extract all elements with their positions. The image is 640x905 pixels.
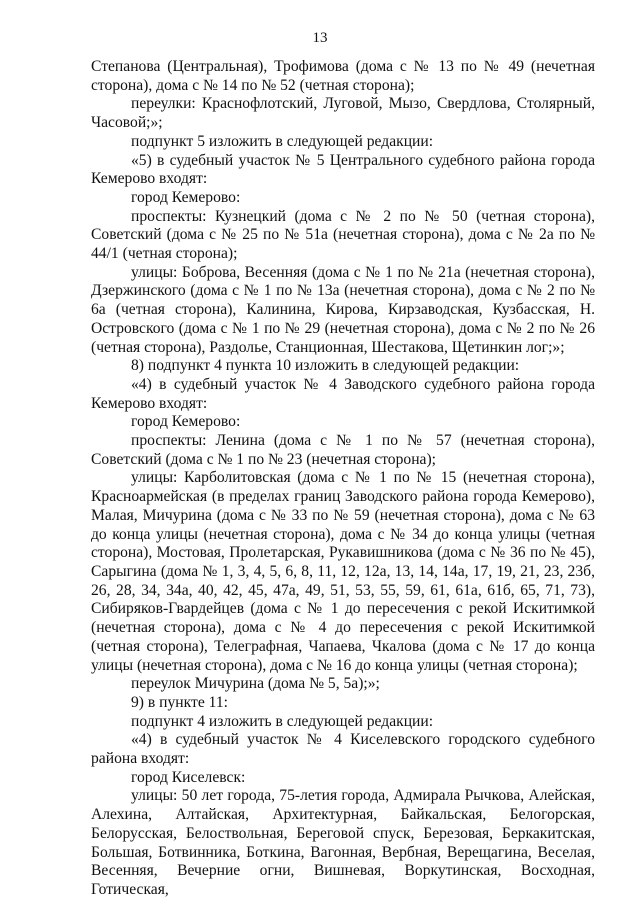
paragraph-7: улицы: Боброва, Весенняя (дома с № 1 по № 21а (нечетная сторона), Дзержинского (дома с № 1 по № 13а (нечетная сторона), дома с № 2 по № 6а (четная сторона), Калинина, Кирова, Кирзаводская, Кузбасская, Н. Островского (дома с № 1 по № 29 (нечетная сторона), дома с № 2 по № 26 (четная сторона), Раздолье, Станционная, Шестакова, Щетинкин лог;»; xyxy=(91,263,595,356)
paragraph-16: «4) в судебный участок № 4 Киселевского городского судебного района входят: xyxy=(91,731,595,768)
paragraph-14: 9) в пункте 11: xyxy=(131,693,228,711)
paragraph-2: переулки: Краснофлотский, Луговой, Мызо, Свердлова, Столярный, Часовой;»; xyxy=(91,95,595,132)
document-body xyxy=(91,58,595,900)
paragraph-1: Степанова (Центральная), Трофимова (дома с № 13 по № 49 (нечетная сторона), дома с № 14 по № 52 (четная сторона); xyxy=(91,58,595,94)
paragraph-11: проспекты: Ленина (дома с № 1 по № 57 (нечетная сторона), Советский (дома с № 1 по № 23 (нечетная сторона); xyxy=(91,432,595,468)
paragraph-8: 8) подпункт 4 пункта 10 изложить в следующей редакции: xyxy=(131,357,520,375)
paragraph-9: «4) в судебный участок № 4 Заводского судебного района города Кемерово входят: xyxy=(91,375,595,412)
paragraph-5: город Кемерово: xyxy=(131,188,241,206)
paragraph-10: город Кемерово: xyxy=(131,413,241,431)
page-number: 13 xyxy=(312,30,328,46)
paragraph-18: улицы: 50 лет города, 75-летия города, Адмирала Рычкова, Алейская, Алехина, Алтайская, Архитектурная, Байкальская, Белогорская, Белорусская, Белоствольная, Береговой спуск, Березовая, Беркакитская, Большая, Ботвинника, Боткина, Вагонная, Вербная, Верещагина, Веселая, Весенняя, Вечерние огни, Вишневая, Воркутинская, Восходная, Готическая, xyxy=(91,787,595,898)
paragraph-3: подпункт 5 изложить в следующей редакции: xyxy=(131,132,434,150)
paragraph-6: проспекты: Кузнецкий (дома с № 2 по № 50 (четная сторона), Советский (дома с № 25 по № 51а (нечетная сторона), дома с № 2а по № 44/1 (четная сторона); xyxy=(91,207,595,263)
paragraph-15: подпункт 4 изложить в следующей редакции: xyxy=(131,712,434,730)
paragraph-13: переулок Мичурина (дома № 5, 5а);»; xyxy=(131,675,380,693)
paragraph-4: «5) в судебный участок № 5 Центрального судебного района города Кемерово входят: xyxy=(91,151,595,188)
paragraph-17: город Киселевск: xyxy=(131,768,246,786)
paragraph-12: улицы: Карболитовская (дома с № 1 по № 15 (нечетная сторона), Красноармейская (в пределах границ Заводского района города Кемерово), Малая, Мичурина (дома с № 33 по № 59 (нечетная сторона), дома с № 63 до конца улицы (нечетная сторона), дома с № 34 до конца улицы (четная сторона), Мостовая, Пролетарская, Рукавишникова (дома с № 36 по № 45), Сарыгина (дома № 1, 3, 4, 5, 6, 8, 11, 12, 12а, 13, 14, 14а, 17, 19, 21, 23, 23б, 26, 28, 34, 34а, 40, 42, 45, 47а, 49, 51, 53, 55, 59, 61, 61а, 61б, 65, 71, 73), Сибиряков-Гвардейцев (дома с № 1 до пересечения с рекой Искитимкой (нечетная сторона), дома с № 4 до пересечения с рекой Искитимкой (четная сторона), Телеграфная, Чапаева, Чкалова (дома с № 17 до конца улицы (нечетная сторона), дома с № 16 до конца улицы (четная сторона); xyxy=(91,469,595,674)
